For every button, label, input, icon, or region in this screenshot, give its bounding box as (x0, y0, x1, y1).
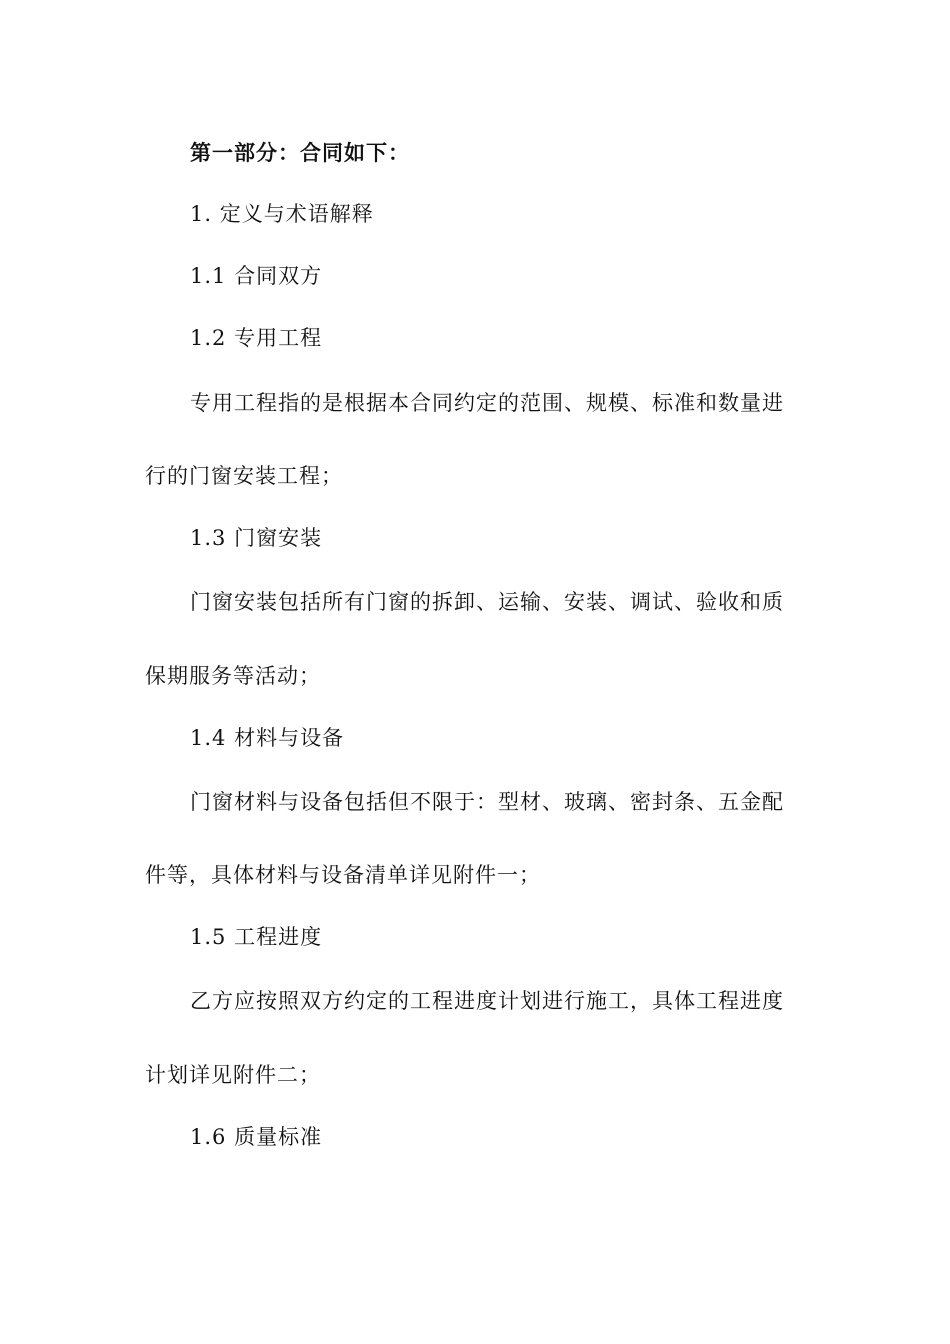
paragraph-1-3-line2: 保期服务等活动； (145, 664, 321, 688)
paragraph-1-5-line1: 乙方应按照双方约定的工程进度计划进行施工，具体工程进度 (190, 989, 784, 1013)
section-heading-1-3: 1.3 门窗安装 (190, 526, 323, 550)
paragraph-1-3-line1: 门窗安装包括所有门窗的拆卸、运输、安装、调试、验收和质 (190, 590, 784, 614)
paragraph-1-4-line1: 门窗材料与设备包括但不限于：型材、玻璃、密封条、五金配 (190, 790, 784, 814)
section-heading-1-6: 1.6 质量标准 (190, 1125, 323, 1149)
section-heading-1-2: 1.2 专用工程 (190, 326, 323, 350)
paragraph-1-2-line2: 行的门窗安装工程； (145, 464, 343, 488)
paragraph-1-2-line1: 专用工程指的是根据本合同约定的范围、规模、标准和数量进 (190, 391, 784, 415)
section-heading-1: 1. 定义与术语解释 (190, 202, 374, 226)
paragraph-1-4-line2: 件等，具体材料与设备清单详见附件一； (145, 863, 541, 887)
part-title: 第一部分：合同如下： (190, 141, 410, 165)
section-heading-1-4: 1.4 材料与设备 (190, 726, 345, 750)
section-heading-1-1: 1.1 合同双方 (190, 264, 323, 288)
section-heading-1-5: 1.5 工程进度 (190, 925, 323, 949)
paragraph-1-5-line2: 计划详见附件二； (145, 1063, 321, 1087)
